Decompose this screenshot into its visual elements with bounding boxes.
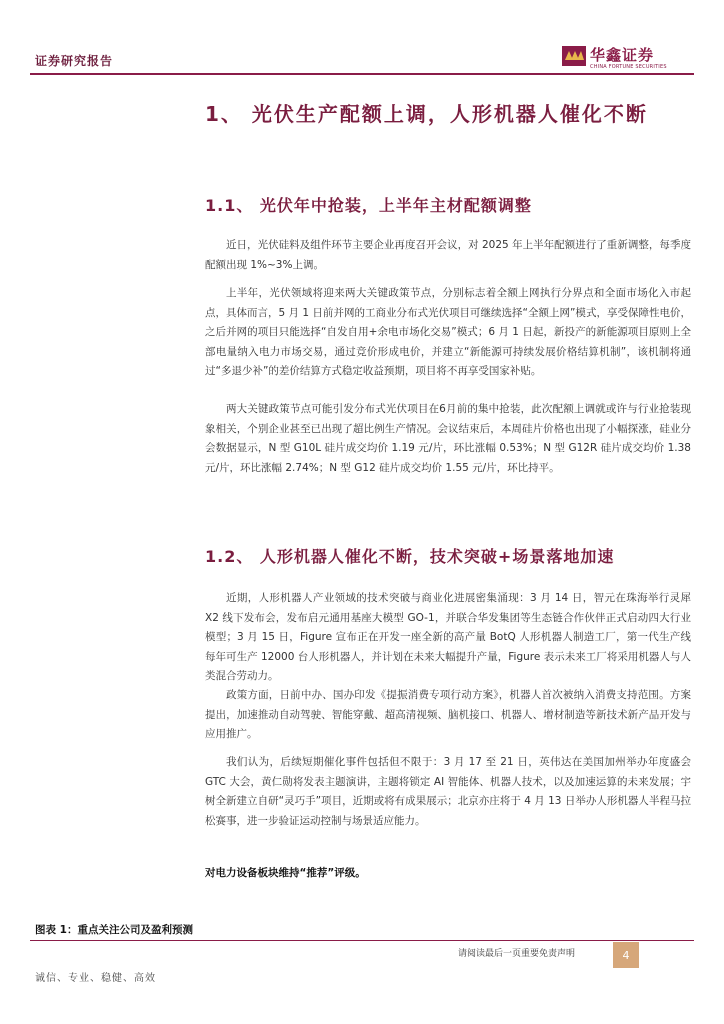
footer-divider [30,940,694,941]
rating-statement: 对电力设备板块维持“推荐”评级。 [205,867,366,879]
section-1-title: 1、 光伏生产配额上调，人形机器人催化不断 [205,102,648,126]
company-motto: 诚信、专业、稳健、高效 [35,973,156,984]
paragraph: 两大关键政策节点可能引发分布式光伏项目在6月前的集中抢装，此次配额上调就或许与行业抢装现象相关，个别企业甚至已出现了超比例生产情况。会议结束后，本周硅片价格也出现了小幅探涨，硅业分会数据显示，N 型 G10L 硅片成交均价 1.19 元/片，环比涨幅 0.53%；N 型 G12R 硅片成交均价 1.38 元/片，环比涨幅 2.74%；N 型 G12 硅片成交均价 1.55 元/片，环比持平。 [205,403,691,474]
paragraph: 我们认为，后续短期催化事件包括但不限于：3 月 17 至 21 日，英伟达在美国加州举办年度盛会 GTC 大会，黄仁勋将发表主题演讲，主题将锁定 AI 智能体、机器人技术，以及加速运算的未来发展；宇树全新建立自研“灵巧手”项目，近期或将有成果展示；北京亦庄将于 4 月 13 日举办人形机器人半程马拉松赛事，进一步验证运动控制与场景适应能力。 [205,756,691,827]
page-number: 4 [613,942,639,968]
paragraph: 上半年，光伏领域将迎来两大关键政策节点，分别标志着全额上网执行分界点和全面市场化入市起点，具体而言，5 月 1 日前并网的工商业分布式光伏项目可继续选择“全额上网”模式，享受保障性电价，之后并网的项目只能选择“自发自用+余电市场化交易”模式；6 月 1 日起，新投产的新能源项目原则上全部电量纳入电力市场交易，通过竞价形成电价，并建立“新能源可持续发展价格结算机制”，该机制将通过“多退少补”的差价结算方式稳定收益预期，项目将不再享受国家补贴。 [205,287,691,377]
section-1-2-title: 1.2、 人形机器人催化不断，技术突破+场景落地加速 [205,547,615,566]
figure-caption: 图表 1：重点关注公司及盈利预测 [35,924,193,936]
paragraph: 近期，人形机器人产业领域的技术突破与商业化进展密集涌现：3 月 14 日，智元在珠海举行灵犀 X2 线下发布会，发布启元通用基座大模型 GO-1，并联合华发集团等生态链合作伙伴正式启动四大行业模型；3 月 15 日，Figure 宣布正在开发一座全新的高产量 BotQ 人形机器人制造工厂，第一代生产线每年可生产 12000 台人形机器人，并计划在未来大幅提升产量，Figure 表示未来工厂将采用机器人与人类混合劳动力。 [205,592,691,682]
company-logo [562,44,692,74]
paragraph: 近日，光伏硅料及组件环节主要企业再度召开会议，对 2025 年上半年配额进行了重新调整，每季度配额出现 1%~3%上调。 [205,239,691,271]
header-divider [30,73,694,75]
logo-text-cn: 华鑫证券 [590,46,655,64]
disclaimer-notice: 请阅读最后一页重要免责声明 [458,949,576,959]
report-type-label: 证券研究报告 [35,54,114,68]
logo-mark-icon [562,46,586,66]
logo-text-en: CHINA FORTUNE SECURITIES [590,64,667,70]
paragraph: 政策方面，日前中办、国办印发《提振消费专项行动方案》，机器人首次被纳入消费支持范围。方案提出，加速推动自动驾驶、智能穿戴、超高清视频、脑机接口、机器人、增材制造等新技术新产品开发与应用推广。 [205,689,691,740]
section-1-1-title: 1.1、 光伏年中抢装，上半年主材配额调整 [205,196,532,215]
